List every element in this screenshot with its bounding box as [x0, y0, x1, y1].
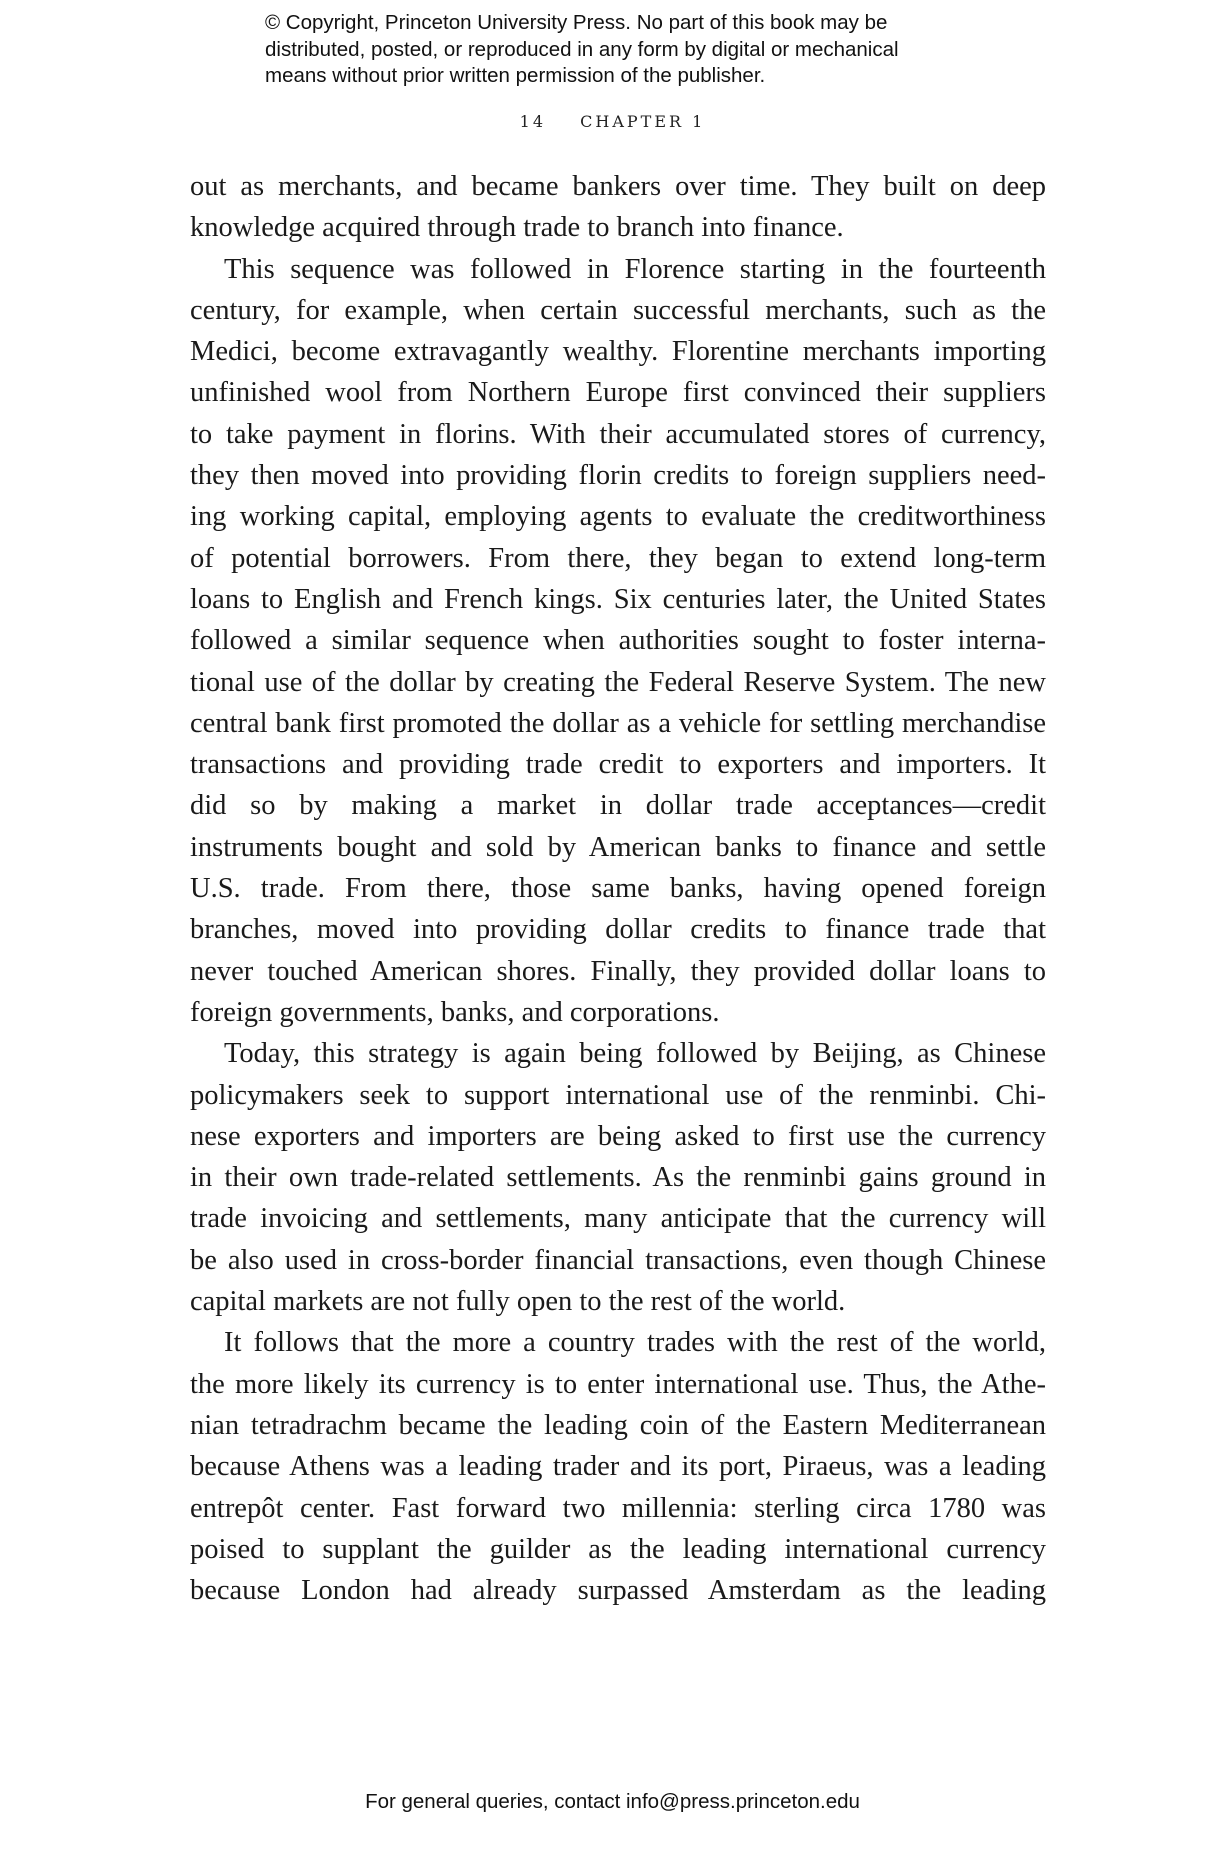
- text-line: nian tetradrachm became the leading coin of the Eastern Mediterranean: [190, 1409, 1046, 1441]
- copyright-line: means without prior written permission of the publisher.: [265, 64, 766, 87]
- text-line: to take payment in florins. With their accumulated stores of currency,: [190, 418, 1046, 450]
- text-line: followed a similar sequence when authorities sought to foster interna-: [190, 625, 1046, 657]
- text-line: tional use of the dollar by creating the Federal Reserve System. The new: [190, 666, 1046, 698]
- text-line: Medici, become extravagantly wealthy. Florentine merchants importing: [190, 336, 1046, 368]
- text-line: U.S. trade. From there, those same banks, having opened foreign: [190, 873, 1046, 905]
- page-number: 14: [519, 112, 547, 131]
- text-line: loans to English and French kings. Six centuries later, the United States: [190, 583, 1046, 615]
- text-line: entrepôt center. Fast forward two millennia: sterling circa 1780 was: [190, 1492, 1046, 1524]
- body-text: [190, 166, 1046, 1611]
- text-line: capital markets are not fully open to the rest of the world.: [190, 1286, 846, 1318]
- text-line: knowledge acquired through trade to branch into finance.: [190, 212, 844, 244]
- chapter-label: CHAPTER 1: [580, 112, 706, 131]
- footer-contact: For general queries, contact info@press.princeton.edu: [365, 1790, 860, 1813]
- text-line: poised to supplant the guilder as the leading international currency: [190, 1533, 1046, 1565]
- text-line: did so by making a market in dollar trade acceptances—credit: [190, 790, 1046, 822]
- text-line: century, for example, when certain successful merchants, such as the: [190, 294, 1046, 326]
- paragraph-start-line: Today, this strategy is again being followed by Beijing, as Chinese: [224, 1038, 1046, 1070]
- running-head: [0, 112, 1225, 131]
- text-line: of potential borrowers. From there, they began to extend long-term: [190, 542, 1046, 574]
- text-line: the more likely its currency is to enter international use. Thus, the Athe-: [190, 1368, 1046, 1400]
- text-line: branches, moved into providing dollar credits to finance trade that: [190, 914, 1046, 946]
- text-line: instruments bought and sold by American banks to finance and settle: [190, 831, 1046, 863]
- copyright-line: © Copyright, Princeton University Press. No part of this book may be: [265, 11, 888, 34]
- copyright-notice: [265, 10, 985, 90]
- text-line: unfinished wool from Northern Europe first convinced their suppliers: [190, 377, 1046, 409]
- text-line: policymakers seek to support international use of the renminbi. Chi-: [190, 1079, 1046, 1111]
- text-line: out as merchants, and became bankers over time. They built on deep: [190, 171, 1046, 202]
- text-line: because London had already surpassed Amsterdam as the leading: [190, 1575, 1046, 1607]
- text-line: they then moved into providing florin credits to foreign suppliers need-: [190, 460, 1046, 492]
- paragraph-start-line: It follows that the more a country trades with the rest of the world,: [224, 1327, 1046, 1359]
- text-line: central bank first promoted the dollar as a vehicle for settling merchandise: [190, 707, 1046, 739]
- text-line: because Athens was a leading trader and its port, Piraeus, was a leading: [190, 1451, 1046, 1483]
- text-line: never touched American shores. Finally, they provided dollar loans to: [190, 955, 1046, 987]
- text-line: transactions and providing trade credit to exporters and importers. It: [190, 749, 1046, 781]
- text-line: in their own trade-related settlements. As the renminbi gains ground in: [190, 1162, 1046, 1194]
- text-line: trade invoicing and settlements, many anticipate that the currency will: [190, 1203, 1046, 1235]
- text-line: foreign governments, banks, and corporations.: [190, 996, 720, 1028]
- paragraph-start-line: This sequence was followed in Florence starting in the fourteenth: [224, 253, 1046, 285]
- text-line: nese exporters and importers are being asked to first use the currency: [190, 1120, 1046, 1152]
- text-line: be also used in cross-border financial transactions, even though Chinese: [190, 1244, 1046, 1276]
- text-line: ing working capital, employing agents to evaluate the creditworthiness: [190, 501, 1046, 533]
- copyright-line: distributed, posted, or reproduced in any form by digital or mechanical: [265, 37, 899, 61]
